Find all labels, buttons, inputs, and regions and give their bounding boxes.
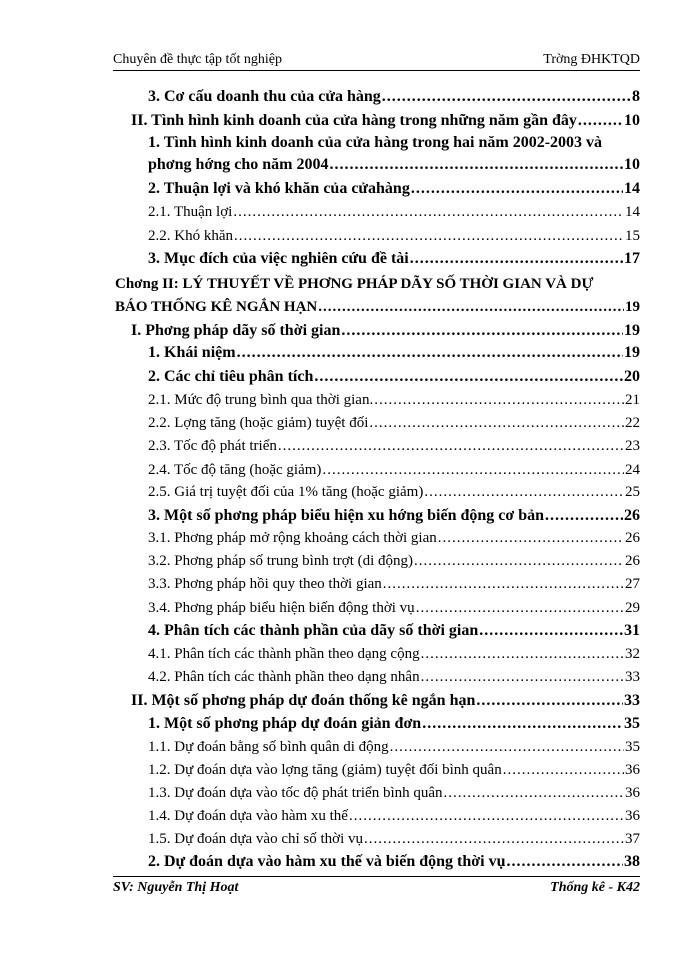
toc-entry: 3.1. Phơng pháp mở rộng khoảng cách thời gian ..... 26 [148,530,640,547]
toc-entry: 1.2. Dự đoán dựa vào lợng tăng (giảm) tuyệt đối bình quân ..... 36 [148,762,640,779]
toc-entry: 2. Dự đoán dựa vào hàm xu thế và biến động thời vụ ..... 38 [148,853,640,871]
toc-entry: 4.1. Phân tích các thành phần theo dạng cộng ..... 32 [148,646,640,663]
toc-entry: phơng hớng cho năm 2004 ..... 10 [148,156,640,174]
toc-entry: 3.4. Phơng pháp biểu hiện biến động thời vụ ..... 29 [148,600,640,617]
header-right: Trờng ĐHKTQD [543,52,640,67]
toc-entry: BÁO THỐNG KÊ NGẮN HẠN ..... 19 [115,299,640,316]
toc-entry: 1. Khái niệm ..... 19 [148,344,640,362]
toc-entry: II. Tình hình kinh doanh của cửa hàng trong những năm gần đây ..... 10 [131,112,640,130]
chapter-heading-line1 [115,276,593,293]
toc-entry: 3.3. Phơng pháp hồi quy theo thời gian ..... 27 [148,576,640,593]
toc-entry: 1.4. Dự đoán dựa vào hàm xu thế ..... 36 [148,808,640,825]
toc-entry: 1.5. Dự đoán dựa vào chỉ số thời vụ ..... 37 [148,831,640,848]
toc-entry: 1.3. Dự đoán dựa vào tốc độ phát triển bình quân ..... 36 [148,785,640,802]
toc-entry: 2.1. Mức độ trung bình qua thời gian. ..... 21 [148,392,640,409]
toc-entry: 1. Một số phơng pháp dự đoán giản đơn ..... 35 [148,715,640,733]
toc-entry: 2.1. Thuận lợi ..... 14 [148,204,640,221]
footer-right: Thống kê - K42 [550,880,640,895]
page-footer [113,876,640,899]
chapter-title: LÝ THUYẾT VỀ PHƠNG PHÁP DÃY SỐ THỜI GIAN VÀ DỰ [182,276,594,292]
toc-entry: 2.2. Lợng tăng (hoặc giảm) tuyệt đối ..... 22 [148,415,640,432]
toc-entry: 3. Cơ cấu doanh thu của cửa hàng ..... 8 [148,88,640,106]
toc-entry: 1.1. Dự đoán bằng số bình quân di động ..... 35 [148,739,640,756]
toc-entry: 4.2. Phân tích các thành phần theo dạng nhân ..... 33 [148,669,640,686]
toc-entry: 2. Các chỉ tiêu phân tích ..... 20 [148,368,640,386]
toc-entry: 3. Mục đích của việc nghiên cứu đề tài ..... 17 [148,250,640,268]
chapter-number: Chơng II: [115,276,179,292]
toc-entry: 3. Một số phơng pháp biểu hiện xu hớng biến động cơ bản ..... 26 [148,507,640,525]
toc-entry: 4. Phân tích các thành phần của dãy số thời gian ..... 31 [148,622,640,640]
toc-entry: 2.4. Tốc độ tăng (hoặc giảm) ..... 24 [148,462,640,479]
toc-entry: I. Phơng pháp dãy số thời gian ..... 19 [131,322,640,340]
toc-entry: II. Một số phơng pháp dự đoán thống kê ngắn hạn ..... 33 [131,692,640,710]
toc-entry: 2.5. Giá trị tuyệt đối của 1% tăng (hoặc giảm) ..... 25 [148,484,640,501]
toc-entry: 3.2. Phơng pháp số trung bình trợt (di động) ..... 26 [148,553,640,570]
toc-entry: 2.2. Khó khăn ..... 15 [148,228,640,245]
toc-entry-line1: 1. Tình hình kinh doanh của cửa hàng trong hai năm 2002-2003 và [148,134,603,151]
header-left: Chuyên đề thực tập tốt nghiệp [113,52,282,67]
toc-entry: 2.3. Tốc độ phát triển ..... 23 [148,438,640,455]
footer-left: SV: Nguyễn Thị Hoạt [113,880,239,895]
toc-entry: 2. Thuận lợi và khó khăn của cửahàng ..... 14 [148,180,640,198]
page-header [113,52,640,71]
